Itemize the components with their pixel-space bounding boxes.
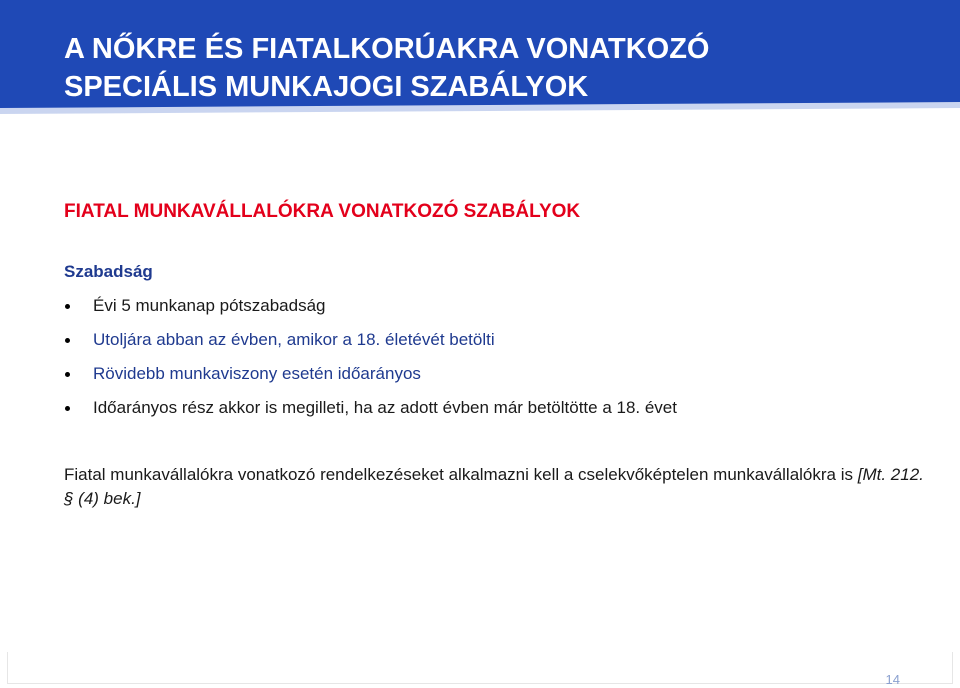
page-frame <box>7 652 953 684</box>
bullet-icon <box>65 304 70 309</box>
bullet-icon <box>65 338 70 343</box>
list-item-text: Utoljára abban az évben, amikor a 18. életévét betölti <box>93 330 495 349</box>
paragraph-text: Fiatal munkavállalókra vonatkozó rendelkezéseket alkalmazni kell a cselekvőképtelen munkavállalókra is <box>64 465 858 484</box>
list-item <box>64 397 677 431</box>
title-banner <box>0 0 960 122</box>
slide-title <box>64 30 924 106</box>
list-item <box>64 363 677 397</box>
bullet-icon <box>65 372 70 377</box>
bullet-icon <box>65 406 70 411</box>
list-item <box>64 329 677 363</box>
list-item <box>64 295 677 329</box>
bullet-list <box>64 295 677 431</box>
page-number: 14 <box>885 672 900 687</box>
list-item-text: Rövidebb munkaviszony esetén időarányos <box>93 364 421 383</box>
list-item-text: Időarányos rész akkor is megilleti, ha az adott évben már betöltötte a 18. évet <box>93 398 677 417</box>
legal-citation: [Mt. 212. § (4) bek.] <box>64 465 924 508</box>
section-heading: FIATAL MUNKAVÁLLALÓKRA VONATKOZÓ SZABÁLYOK <box>64 201 581 222</box>
subheading-szabadsag: Szabadság <box>64 262 153 281</box>
body-paragraph <box>64 463 924 511</box>
slide-title-line-1: A NŐKRE ÉS FIATALKORÚAKRA VONATKOZÓ <box>64 33 710 65</box>
slide-title-line-2: SPECIÁLIS MUNKAJOGI SZABÁLYOK <box>64 71 589 103</box>
list-item-text: Évi 5 munkanap pótszabadság <box>93 296 326 315</box>
